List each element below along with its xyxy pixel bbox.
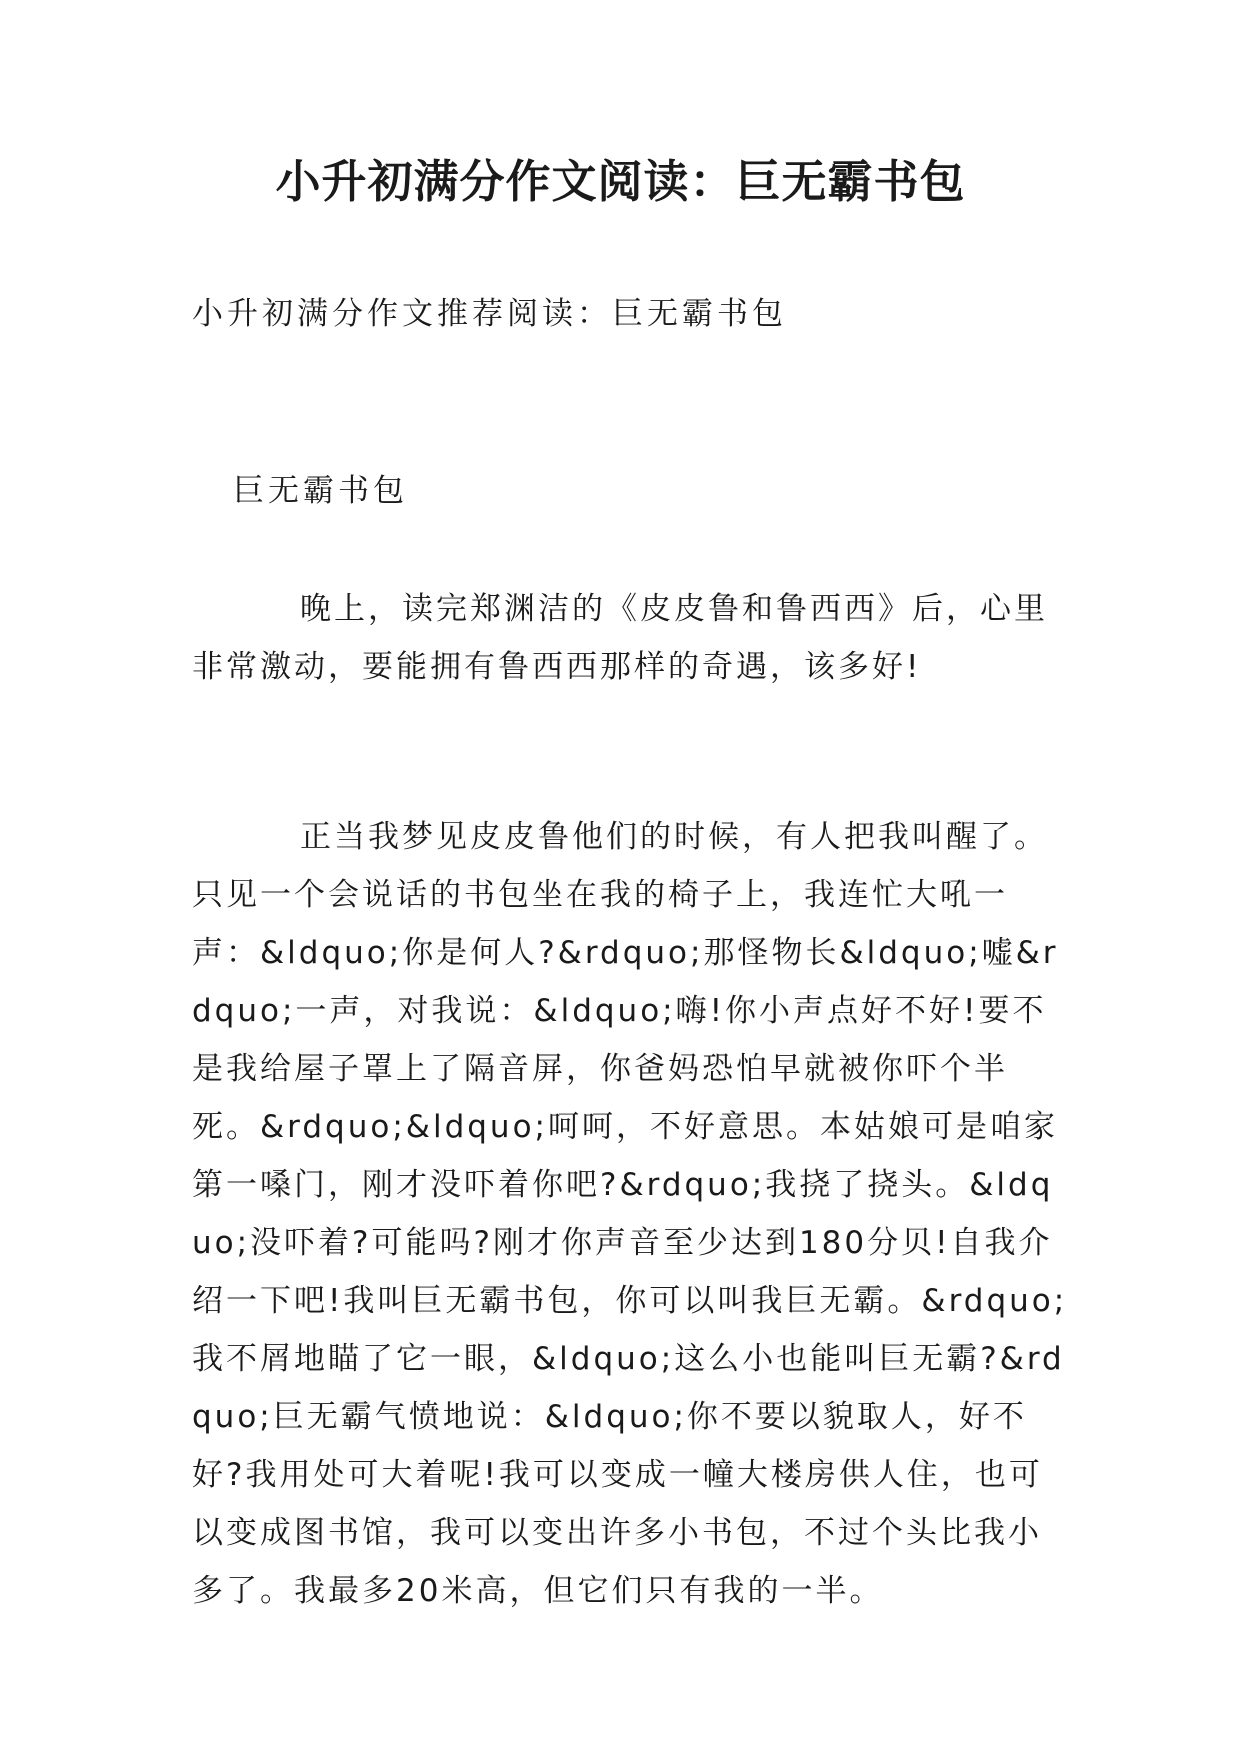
document-subtitle: 小升初满分作文推荐阅读：巨无霸书包 bbox=[192, 296, 787, 332]
document-title: 小升初满分作文阅读：巨无霸书包 bbox=[275, 155, 966, 208]
essay-title: 巨无霸书包 bbox=[233, 473, 408, 509]
paragraph: 晚上，读完郑渊洁的《皮皮鲁和鲁西西》后，心里非常激动，要能拥有鲁西西那样的奇遇，该多好! bbox=[192, 591, 1048, 685]
paragraph: 正当我梦见皮皮鲁他们的时候，有人把我叫醒了。只见一个会说话的书包坐在我的椅子上，我连忙大吼一声：&ldquo;你是何人?&rdquo;那怪物长&ldquo;嘘&rdquo;一声，对我说：&ldquo;嗨!你小声点好不好!要不是我给屋子罩上了隔音屏，你爸妈恐怕早就被你吓个半死。&rdquo;&ldquo;呵呵，不好意思。本姑娘可是咱家第一嗓门，刚才没吓着你吧?&rdquo;我挠了挠头。&ldquo;没吓着?可能吗?刚才你声音至少达到180分贝!自我介绍一下吧!我叫巨无霸书包，你可以叫我巨无霸。&rdquo;我不屑地瞄了它一眼，&ldquo;这么小也能叫巨无霸?&rdquo;巨无霸气愤地说：&ldquo;你不要以貌取人，好不好?我用处可大着呢!我可以变成一幢大楼房供人住，也可以变成图书馆，我可以变出许多小书包，不过个头比我小多了。我最多20米高，但它们只有我的一半。 bbox=[192, 819, 1068, 1609]
